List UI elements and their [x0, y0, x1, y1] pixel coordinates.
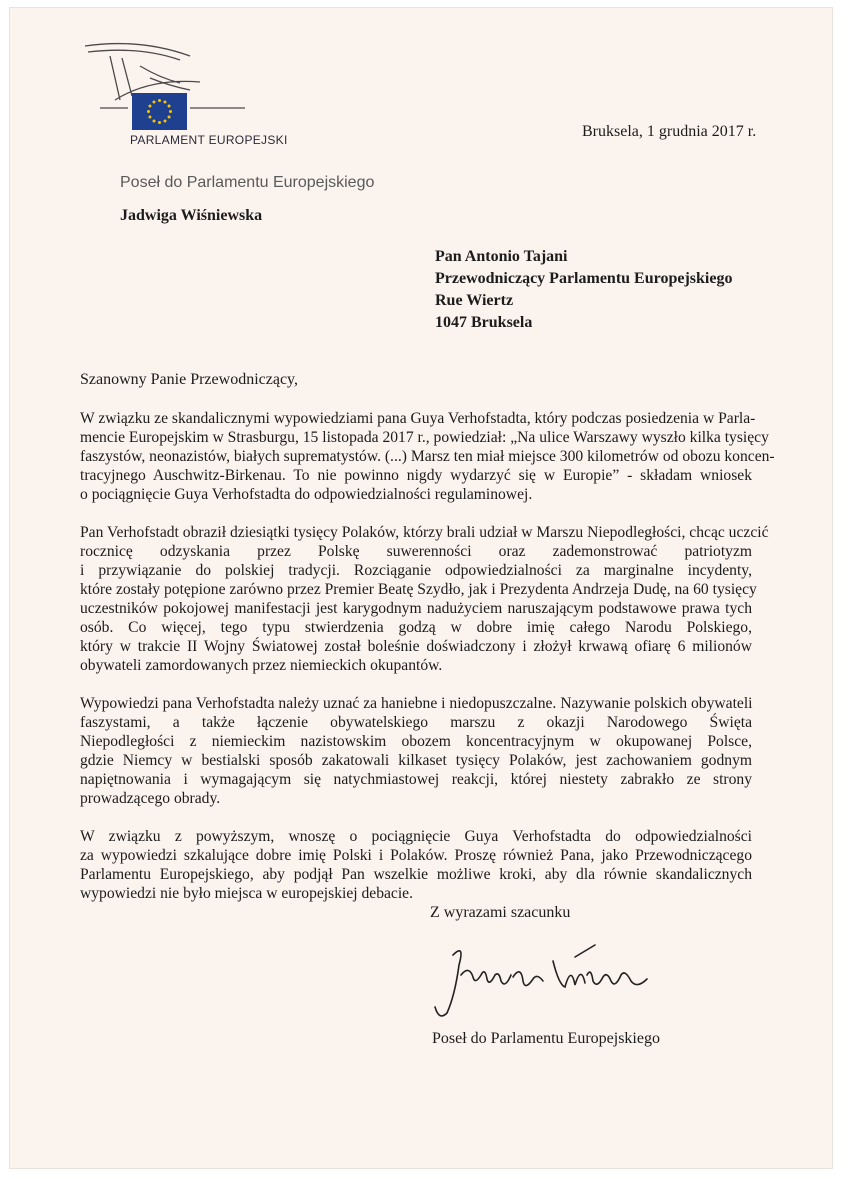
text-line: obywateli zamordowanych przez niemieckich okupantów.	[80, 657, 443, 674]
eu-star-icon	[148, 116, 151, 119]
text-line: o pociągnięcie Guya Verhofstadta do odpowiedzialności regulaminowej.	[80, 486, 533, 503]
text-line: za wypowiedzi szkalujące dobre imię Polski i Polaków. Proszę również Pana, jako Przewodniczącego	[80, 847, 752, 864]
text-line: mencie Europejskim w Strasburgu, 15 listopada 2017 r., powiedział: „Na ulice Warszawy wyszło kilka tysięcy	[80, 429, 769, 446]
paragraph	[80, 694, 752, 808]
handwritten-signature	[425, 935, 665, 1025]
eu-star-icon	[164, 120, 167, 123]
eu-star-icon	[169, 110, 172, 113]
text-line: prowadzącego obrady.	[80, 790, 221, 807]
signature-title: Poseł do Parlamentu Europejskiego	[432, 1030, 660, 1047]
text-line: rocznicę odzyskania przez Polskę suwerenności oraz zademonstrować patriotyzm	[80, 543, 752, 560]
letter-body	[80, 409, 775, 922]
text-line: Parlamentu Europejskiego, aby podjął Pan wszelkie możliwe kroki, aby dla równie skandalicznych	[80, 866, 752, 883]
eu-star-icon	[158, 99, 161, 102]
text-line: który w trakcie II Wojny Światowej został boleśnie doświadczony i złożył krwawą ofiarę 6 milionów	[80, 638, 752, 655]
recipient-address	[435, 246, 732, 334]
address-line: 1047 Bruksela	[435, 314, 533, 331]
text-line: napiętnowania i wymagającym się natychmiastowej reakcji, której niestety zabrakło ze strony	[80, 771, 752, 788]
sender-title: Poseł do Parlamentu Europejskiego	[120, 174, 375, 191]
text-line: gdzie Niemcy w bestialski sposób zakatowali kilkaset tysięcy Polaków, jest zachowaniem godnym	[80, 752, 752, 769]
salutation: Szanowny Panie Przewodniczący,	[80, 371, 298, 388]
text-line: które zostały potępione zarówno przez Premier Beatę Szydło, jak i Prezydenta Andrzeja Dudę, na 60 tysięcy	[80, 581, 757, 598]
eu-star-icon	[168, 116, 171, 119]
paragraph	[80, 523, 769, 675]
paragraph	[80, 409, 775, 504]
letter-date: Bruksela, 1 grudnia 2017 r.	[582, 123, 757, 140]
address-line: Przewodniczący Parlamentu Europejskiego	[435, 270, 733, 287]
text-line: Pan Verhofstadt obraził dziesiątki tysięcy Polaków, którzy brali udział w Marszu Niepodległości, chcąc uczcić	[80, 524, 769, 541]
address-line: Pan Antonio Tajani	[435, 248, 568, 265]
text-line: wypowiedzi nie było miejsca w europejskiej debacie.	[80, 885, 413, 902]
text-line: uczestników pokojowej manifestacji jest karygodnym nadużyciem naruszającym podstawowe prawa tych	[80, 600, 752, 617]
sender-name: Jadwiga Wiśniewska	[120, 207, 263, 224]
eu-star-icon	[158, 121, 161, 124]
text-line: Niepodległości z niemieckim nazistowskim obozem koncentracyjnym w okupowanej Polsce,	[80, 733, 752, 750]
eu-star-icon	[147, 110, 150, 113]
address-line: Rue Wiertz	[435, 292, 514, 309]
text-line: faszystami, a także łączenie obywatelskiego marszu z okazji Narodowego Święta	[80, 714, 752, 731]
text-line: W związku z powyższym, wnoszę o pociągnięcie Guya Verhofstadta do odpowiedzialności	[80, 828, 752, 845]
text-line: faszystów, neonazistów, białych suprematystów. (...) Marsz ten miał miejsce 300 kilometrów od obozu koncen-	[80, 448, 775, 465]
eu-star-icon	[168, 105, 171, 108]
eu-star-icon	[148, 105, 151, 108]
text-line: tracyjnego Auschwitz-Birkenau. To nie powinno nigdy wydarzyć się w Europie” - składam wniosek	[80, 467, 752, 484]
text-line: Wypowiedzi pana Verhofstadta należy uznać za haniebne i niedopuszczalne. Nazywanie polskich obywateli	[80, 695, 753, 712]
eu-star-icon	[153, 120, 156, 123]
text-line: osób. Co więcej, tego typu stwierdzenia godzą w dobre imię całego Narodu Polskiego,	[80, 619, 752, 636]
text-line: W związku ze skandalicznymi wypowiedziami pana Guya Verhofstadta, który podczas posiedzenia w Parla-	[80, 410, 756, 427]
eu-star-icon	[153, 100, 156, 103]
paragraph	[80, 827, 752, 903]
text-line: i przywiązanie do polskiej tradycji. Rozciąganie odpowiedzialności za marginalne incydenty,	[80, 562, 752, 579]
closing: Z wyrazami szacunku	[430, 904, 571, 921]
logo-text: PARLAMENT EUROPEJSKI	[130, 133, 288, 147]
eu-star-icon	[164, 100, 167, 103]
